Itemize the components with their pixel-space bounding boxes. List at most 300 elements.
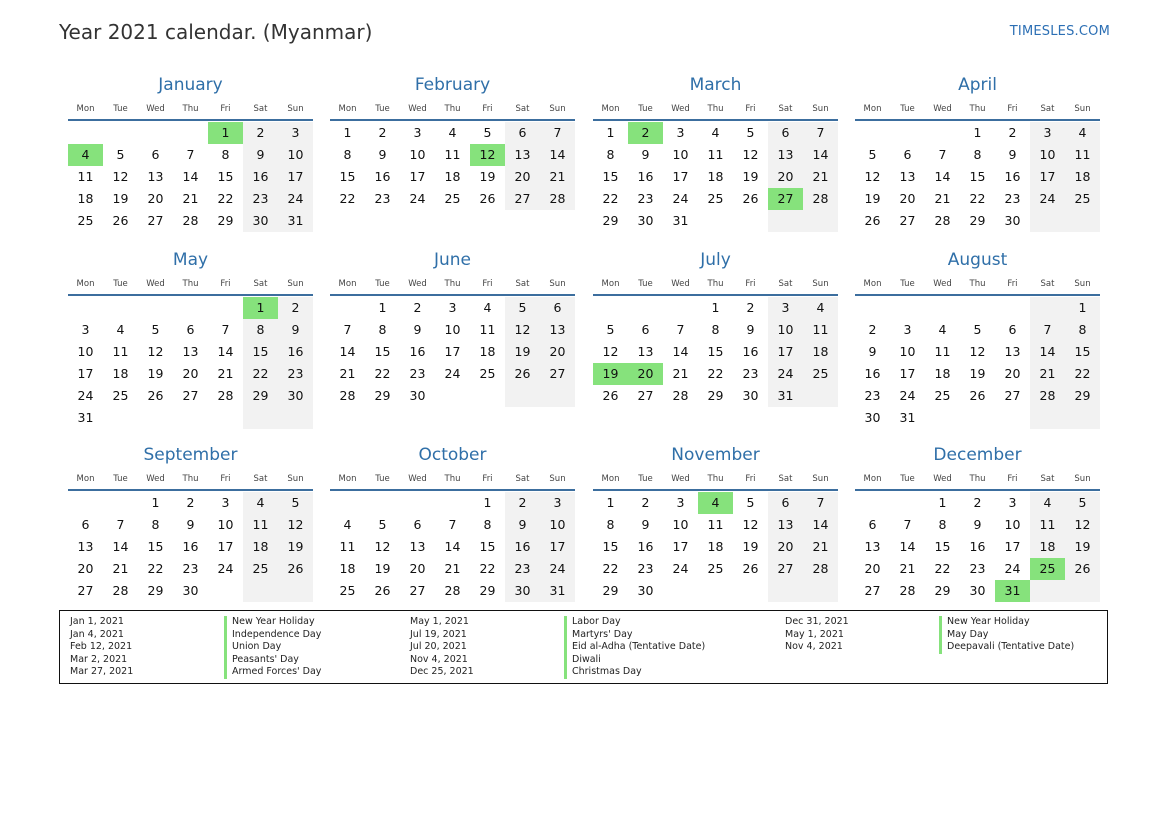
day-cell[interactable]: 11 xyxy=(934,344,951,359)
day-cell[interactable]: 23 xyxy=(278,363,313,385)
day-cell[interactable]: 26 xyxy=(1065,558,1100,580)
day-cell[interactable]: 7 xyxy=(186,147,195,162)
day-cell[interactable]: 15 xyxy=(147,539,164,554)
site-link[interactable]: TIMESLES.COM xyxy=(1009,24,1110,39)
day-cell[interactable]: 4 xyxy=(1065,122,1100,144)
day-cell[interactable]: 3 xyxy=(1030,122,1065,144)
day-cell[interactable]: 31 xyxy=(278,210,313,232)
day-cell[interactable]: 26 xyxy=(374,583,391,598)
day-cell[interactable]: 20 xyxy=(768,536,803,558)
day-cell[interactable]: 9 xyxy=(746,322,755,337)
day-cell[interactable]: 17 xyxy=(672,539,689,554)
day-cell[interactable]: 6 xyxy=(768,492,803,514)
day-cell[interactable]: 12 xyxy=(969,344,986,359)
day-cell[interactable]: 20 xyxy=(409,561,426,576)
day-cell[interactable]: 16 xyxy=(1004,169,1021,184)
day-cell[interactable]: 30 xyxy=(409,388,426,403)
day-cell[interactable]: 2 xyxy=(378,125,387,140)
day-cell[interactable]: 25 xyxy=(707,191,724,206)
day-cell[interactable]: 25 xyxy=(707,561,724,576)
day-cell[interactable]: 1 xyxy=(378,300,387,315)
day-cell[interactable]: 27 xyxy=(409,583,426,598)
day-cell[interactable]: 4 xyxy=(698,492,733,514)
day-cell[interactable]: 19 xyxy=(864,191,881,206)
day-cell[interactable]: 22 xyxy=(969,191,986,206)
day-cell[interactable]: 3 xyxy=(676,125,685,140)
day-cell[interactable]: 17 xyxy=(278,166,313,188)
day-cell[interactable]: 26 xyxy=(864,213,881,228)
day-cell[interactable]: 19 xyxy=(969,366,986,381)
day-cell[interactable]: 29 xyxy=(602,213,619,228)
day-cell[interactable]: 10 xyxy=(1030,144,1065,166)
day-cell[interactable]: 23 xyxy=(969,561,986,576)
day-cell[interactable]: 21 xyxy=(217,366,234,381)
day-cell[interactable]: 28 xyxy=(217,388,234,403)
day-cell[interactable]: 10 xyxy=(77,344,94,359)
day-cell[interactable]: 1 xyxy=(243,297,278,319)
day-cell[interactable]: 4 xyxy=(711,125,720,140)
day-cell[interactable]: 28 xyxy=(112,583,129,598)
day-cell[interactable]: 5 xyxy=(1065,492,1100,514)
day-cell[interactable]: 28 xyxy=(182,213,199,228)
day-cell[interactable]: 28 xyxy=(899,583,916,598)
day-cell[interactable]: 5 xyxy=(746,125,755,140)
day-cell[interactable]: 13 xyxy=(768,144,803,166)
day-cell[interactable]: 3 xyxy=(278,122,313,144)
day-cell[interactable]: 3 xyxy=(1008,495,1017,510)
day-cell[interactable]: 1 xyxy=(208,122,243,144)
day-cell[interactable]: 16 xyxy=(243,166,278,188)
day-cell[interactable]: 24 xyxy=(672,561,689,576)
day-cell[interactable]: 7 xyxy=(540,122,575,144)
day-cell[interactable]: 12 xyxy=(742,147,759,162)
day-cell[interactable]: 27 xyxy=(182,388,199,403)
day-cell[interactable]: 29 xyxy=(147,583,164,598)
day-cell[interactable]: 13 xyxy=(182,344,199,359)
day-cell[interactable]: 28 xyxy=(934,213,951,228)
day-cell[interactable]: 12 xyxy=(1065,514,1100,536)
day-cell[interactable]: 11 xyxy=(707,147,724,162)
day-cell[interactable]: 30 xyxy=(182,583,199,598)
day-cell[interactable]: 21 xyxy=(934,191,951,206)
day-cell[interactable]: 10 xyxy=(899,344,916,359)
day-cell[interactable]: 10 xyxy=(540,514,575,536)
day-cell[interactable]: 24 xyxy=(899,388,916,403)
day-cell[interactable]: 19 xyxy=(147,366,164,381)
day-cell[interactable]: 16 xyxy=(278,341,313,363)
day-cell[interactable]: 8 xyxy=(711,322,720,337)
day-cell[interactable]: 25 xyxy=(479,366,496,381)
day-cell[interactable]: 20 xyxy=(540,341,575,363)
day-cell[interactable]: 14 xyxy=(803,514,838,536)
day-cell[interactable]: 1 xyxy=(711,300,720,315)
day-cell[interactable]: 14 xyxy=(540,144,575,166)
day-cell[interactable]: 22 xyxy=(479,561,496,576)
day-cell[interactable]: 19 xyxy=(742,539,759,554)
day-cell[interactable]: 20 xyxy=(77,561,94,576)
day-cell[interactable]: 21 xyxy=(112,561,129,576)
day-cell[interactable]: 28 xyxy=(672,388,689,403)
day-cell[interactable]: 30 xyxy=(1004,213,1021,228)
day-cell[interactable]: 22 xyxy=(602,191,619,206)
day-cell[interactable]: 5 xyxy=(378,517,387,532)
day-cell[interactable]: 19 xyxy=(742,169,759,184)
day-cell[interactable]: 22 xyxy=(243,363,278,385)
day-cell[interactable]: 1 xyxy=(973,125,982,140)
day-cell[interactable]: 6 xyxy=(413,517,422,532)
day-cell[interactable]: 13 xyxy=(409,539,426,554)
day-cell[interactable]: 21 xyxy=(540,166,575,188)
day-cell[interactable]: 16 xyxy=(864,366,881,381)
day-cell[interactable]: 6 xyxy=(540,297,575,319)
day-cell[interactable]: 7 xyxy=(938,147,947,162)
day-cell[interactable]: 29 xyxy=(707,388,724,403)
day-cell[interactable]: 10 xyxy=(1004,517,1021,532)
day-cell[interactable]: 9 xyxy=(378,147,387,162)
day-cell[interactable]: 28 xyxy=(803,188,838,210)
day-cell[interactable]: 19 xyxy=(112,191,129,206)
day-cell[interactable]: 21 xyxy=(1030,363,1065,385)
day-cell[interactable]: 3 xyxy=(540,492,575,514)
day-cell[interactable]: 8 xyxy=(343,147,352,162)
day-cell[interactable]: 31 xyxy=(672,213,689,228)
day-cell[interactable]: 8 xyxy=(151,517,160,532)
day-cell[interactable]: 10 xyxy=(278,144,313,166)
day-cell[interactable]: 29 xyxy=(969,213,986,228)
day-cell[interactable]: 9 xyxy=(413,322,422,337)
day-cell[interactable]: 5 xyxy=(746,495,755,510)
day-cell[interactable]: 9 xyxy=(278,319,313,341)
day-cell[interactable]: 19 xyxy=(505,341,540,363)
day-cell[interactable]: 16 xyxy=(742,344,759,359)
day-cell[interactable]: 16 xyxy=(969,539,986,554)
day-cell[interactable]: 13 xyxy=(147,169,164,184)
day-cell[interactable]: 26 xyxy=(505,363,540,385)
day-cell[interactable]: 10 xyxy=(768,319,803,341)
day-cell[interactable]: 13 xyxy=(768,514,803,536)
day-cell[interactable]: 18 xyxy=(339,561,356,576)
day-cell[interactable]: 28 xyxy=(540,188,575,210)
day-cell[interactable]: 31 xyxy=(768,385,803,407)
day-cell[interactable]: 25 xyxy=(243,558,278,580)
day-cell[interactable]: 4 xyxy=(243,492,278,514)
day-cell[interactable]: 4 xyxy=(68,144,103,166)
day-cell[interactable]: 11 xyxy=(339,539,356,554)
day-cell[interactable]: 14 xyxy=(182,169,199,184)
day-cell[interactable]: 21 xyxy=(803,166,838,188)
day-cell[interactable]: 1 xyxy=(606,125,615,140)
day-cell[interactable]: 18 xyxy=(77,191,94,206)
day-cell[interactable]: 13 xyxy=(899,169,916,184)
day-cell[interactable]: 20 xyxy=(899,191,916,206)
day-cell[interactable]: 22 xyxy=(147,561,164,576)
day-cell[interactable]: 24 xyxy=(768,363,803,385)
day-cell[interactable]: 3 xyxy=(81,322,90,337)
day-cell[interactable]: 5 xyxy=(151,322,160,337)
day-cell[interactable]: 18 xyxy=(707,169,724,184)
day-cell[interactable]: 17 xyxy=(899,366,916,381)
day-cell[interactable]: 2 xyxy=(868,322,877,337)
day-cell[interactable]: 21 xyxy=(339,366,356,381)
day-cell[interactable]: 16 xyxy=(637,539,654,554)
day-cell[interactable]: 6 xyxy=(641,322,650,337)
day-cell[interactable]: 30 xyxy=(637,213,654,228)
day-cell[interactable]: 5 xyxy=(483,125,492,140)
day-cell[interactable]: 29 xyxy=(1065,385,1100,407)
day-cell[interactable]: 11 xyxy=(243,514,278,536)
day-cell[interactable]: 17 xyxy=(77,366,94,381)
day-cell[interactable]: 29 xyxy=(602,583,619,598)
day-cell[interactable]: 15 xyxy=(479,539,496,554)
day-cell[interactable]: 30 xyxy=(742,388,759,403)
day-cell[interactable]: 23 xyxy=(1004,191,1021,206)
day-cell[interactable]: 30 xyxy=(278,385,313,407)
day-cell[interactable]: 16 xyxy=(505,536,540,558)
day-cell[interactable]: 14 xyxy=(112,539,129,554)
day-cell[interactable]: 25 xyxy=(1065,188,1100,210)
day-cell[interactable]: 1 xyxy=(483,495,492,510)
day-cell[interactable]: 4 xyxy=(1030,492,1065,514)
day-cell[interactable]: 9 xyxy=(505,514,540,536)
day-cell[interactable]: 12 xyxy=(278,514,313,536)
day-cell[interactable]: 29 xyxy=(934,583,951,598)
day-cell[interactable]: 7 xyxy=(343,322,352,337)
day-cell[interactable]: 27 xyxy=(77,583,94,598)
day-cell[interactable]: 6 xyxy=(868,517,877,532)
day-cell[interactable]: 16 xyxy=(409,344,426,359)
day-cell[interactable]: 23 xyxy=(374,191,391,206)
day-cell[interactable]: 5 xyxy=(116,147,125,162)
day-cell[interactable]: 8 xyxy=(606,517,615,532)
day-cell[interactable]: 23 xyxy=(243,188,278,210)
day-cell[interactable]: 2 xyxy=(1008,125,1017,140)
day-cell[interactable]: 16 xyxy=(182,539,199,554)
day-cell[interactable]: 5 xyxy=(868,147,877,162)
day-cell[interactable]: 20 xyxy=(864,561,881,576)
day-cell[interactable]: 2 xyxy=(243,122,278,144)
day-cell[interactable]: 18 xyxy=(934,366,951,381)
day-cell[interactable]: 7 xyxy=(803,122,838,144)
day-cell[interactable]: 11 xyxy=(444,147,461,162)
day-cell[interactable]: 12 xyxy=(602,344,619,359)
day-cell[interactable]: 15 xyxy=(934,539,951,554)
day-cell[interactable]: 30 xyxy=(637,583,654,598)
day-cell[interactable]: 18 xyxy=(1065,166,1100,188)
day-cell[interactable]: 17 xyxy=(409,169,426,184)
day-cell[interactable]: 31 xyxy=(995,580,1030,602)
day-cell[interactable]: 21 xyxy=(182,191,199,206)
day-cell[interactable]: 2 xyxy=(278,297,313,319)
day-cell[interactable]: 2 xyxy=(746,300,755,315)
day-cell[interactable]: 5 xyxy=(973,322,982,337)
day-cell[interactable]: 7 xyxy=(1030,319,1065,341)
day-cell[interactable]: 4 xyxy=(483,300,492,315)
day-cell[interactable]: 7 xyxy=(676,322,685,337)
day-cell[interactable]: 8 xyxy=(606,147,615,162)
day-cell[interactable]: 23 xyxy=(637,191,654,206)
day-cell[interactable]: 17 xyxy=(217,539,234,554)
day-cell[interactable]: 12 xyxy=(742,517,759,532)
day-cell[interactable]: 27 xyxy=(768,188,803,210)
day-cell[interactable]: 24 xyxy=(672,191,689,206)
day-cell[interactable]: 27 xyxy=(768,558,803,580)
day-cell[interactable]: 9 xyxy=(641,517,650,532)
day-cell[interactable]: 26 xyxy=(479,191,496,206)
day-cell[interactable]: 27 xyxy=(540,363,575,385)
day-cell[interactable]: 18 xyxy=(707,539,724,554)
day-cell[interactable]: 18 xyxy=(479,344,496,359)
day-cell[interactable]: 15 xyxy=(243,341,278,363)
day-cell[interactable]: 3 xyxy=(413,125,422,140)
day-cell[interactable]: 9 xyxy=(186,517,195,532)
day-cell[interactable]: 19 xyxy=(479,169,496,184)
day-cell[interactable]: 12 xyxy=(147,344,164,359)
day-cell[interactable]: 22 xyxy=(217,191,234,206)
day-cell[interactable]: 13 xyxy=(637,344,654,359)
day-cell[interactable]: 14 xyxy=(1030,341,1065,363)
day-cell[interactable]: 17 xyxy=(1004,539,1021,554)
day-cell[interactable]: 12 xyxy=(112,169,129,184)
day-cell[interactable]: 6 xyxy=(151,147,160,162)
day-cell[interactable]: 4 xyxy=(938,322,947,337)
day-cell[interactable]: 18 xyxy=(444,169,461,184)
day-cell[interactable]: 12 xyxy=(864,169,881,184)
day-cell[interactable]: 5 xyxy=(606,322,615,337)
day-cell[interactable]: 24 xyxy=(540,558,575,580)
day-cell[interactable]: 14 xyxy=(899,539,916,554)
day-cell[interactable]: 9 xyxy=(243,144,278,166)
day-cell[interactable]: 20 xyxy=(1004,366,1021,381)
day-cell[interactable]: 18 xyxy=(243,536,278,558)
day-cell[interactable]: 17 xyxy=(672,169,689,184)
day-cell[interactable]: 16 xyxy=(637,169,654,184)
day-cell[interactable]: 1 xyxy=(606,495,615,510)
day-cell[interactable]: 26 xyxy=(969,388,986,403)
day-cell[interactable]: 14 xyxy=(934,169,951,184)
day-cell[interactable]: 1 xyxy=(938,495,947,510)
day-cell[interactable]: 3 xyxy=(676,495,685,510)
day-cell[interactable]: 17 xyxy=(1030,166,1065,188)
day-cell[interactable]: 3 xyxy=(221,495,230,510)
day-cell[interactable]: 13 xyxy=(505,144,540,166)
day-cell[interactable]: 14 xyxy=(217,344,234,359)
day-cell[interactable]: 6 xyxy=(505,122,540,144)
day-cell[interactable]: 20 xyxy=(182,366,199,381)
day-cell[interactable]: 4 xyxy=(803,297,838,319)
day-cell[interactable]: 5 xyxy=(505,297,540,319)
day-cell[interactable]: 8 xyxy=(483,517,492,532)
day-cell[interactable]: 23 xyxy=(864,388,881,403)
day-cell[interactable]: 18 xyxy=(1030,536,1065,558)
day-cell[interactable]: 15 xyxy=(602,539,619,554)
day-cell[interactable]: 26 xyxy=(602,388,619,403)
day-cell[interactable]: 1 xyxy=(1065,297,1100,319)
day-cell[interactable]: 28 xyxy=(444,583,461,598)
day-cell[interactable]: 11 xyxy=(1065,144,1100,166)
day-cell[interactable]: 23 xyxy=(182,561,199,576)
day-cell[interactable]: 21 xyxy=(899,561,916,576)
day-cell[interactable]: 4 xyxy=(448,125,457,140)
day-cell[interactable]: 27 xyxy=(147,213,164,228)
day-cell[interactable]: 11 xyxy=(77,169,94,184)
day-cell[interactable]: 21 xyxy=(803,536,838,558)
day-cell[interactable]: 8 xyxy=(973,147,982,162)
day-cell[interactable]: 24 xyxy=(217,561,234,576)
day-cell[interactable]: 22 xyxy=(934,561,951,576)
day-cell[interactable]: 20 xyxy=(505,166,540,188)
day-cell[interactable]: 23 xyxy=(505,558,540,580)
day-cell[interactable]: 29 xyxy=(243,385,278,407)
day-cell[interactable]: 8 xyxy=(938,517,947,532)
day-cell[interactable]: 11 xyxy=(803,319,838,341)
day-cell[interactable]: 19 xyxy=(278,536,313,558)
day-cell[interactable]: 5 xyxy=(278,492,313,514)
day-cell[interactable]: 11 xyxy=(707,517,724,532)
day-cell[interactable]: 7 xyxy=(221,322,230,337)
day-cell[interactable]: 26 xyxy=(742,561,759,576)
day-cell[interactable]: 20 xyxy=(768,166,803,188)
day-cell[interactable]: 22 xyxy=(707,366,724,381)
day-cell[interactable]: 30 xyxy=(243,210,278,232)
day-cell[interactable]: 11 xyxy=(479,322,496,337)
day-cell[interactable]: 15 xyxy=(374,344,391,359)
day-cell[interactable]: 30 xyxy=(505,580,540,602)
day-cell[interactable]: 6 xyxy=(903,147,912,162)
day-cell[interactable]: 18 xyxy=(112,366,129,381)
day-cell[interactable]: 21 xyxy=(672,366,689,381)
day-cell[interactable]: 17 xyxy=(540,536,575,558)
day-cell[interactable]: 25 xyxy=(934,388,951,403)
day-cell[interactable]: 15 xyxy=(1065,341,1100,363)
day-cell[interactable]: 6 xyxy=(1008,322,1017,337)
day-cell[interactable]: 18 xyxy=(803,341,838,363)
day-cell[interactable]: 1 xyxy=(151,495,160,510)
day-cell[interactable]: 13 xyxy=(540,319,575,341)
day-cell[interactable]: 25 xyxy=(77,213,94,228)
day-cell[interactable]: 1 xyxy=(343,125,352,140)
day-cell[interactable]: 10 xyxy=(672,517,689,532)
day-cell[interactable]: 15 xyxy=(217,169,234,184)
day-cell[interactable]: 12 xyxy=(374,539,391,554)
day-cell[interactable]: 14 xyxy=(672,344,689,359)
day-cell[interactable]: 27 xyxy=(864,583,881,598)
day-cell[interactable]: 7 xyxy=(116,517,125,532)
day-cell[interactable]: 22 xyxy=(602,561,619,576)
day-cell[interactable]: 9 xyxy=(1008,147,1017,162)
day-cell[interactable]: 26 xyxy=(147,388,164,403)
day-cell[interactable]: 28 xyxy=(1030,385,1065,407)
day-cell[interactable]: 24 xyxy=(1004,561,1021,576)
day-cell[interactable]: 3 xyxy=(903,322,912,337)
day-cell[interactable]: 24 xyxy=(444,366,461,381)
day-cell[interactable]: 19 xyxy=(1065,536,1100,558)
day-cell[interactable]: 27 xyxy=(505,188,540,210)
day-cell[interactable]: 19 xyxy=(374,561,391,576)
day-cell[interactable]: 2 xyxy=(641,495,650,510)
day-cell[interactable]: 9 xyxy=(641,147,650,162)
day-cell[interactable]: 13 xyxy=(1004,344,1021,359)
day-cell[interactable]: 30 xyxy=(864,410,881,425)
day-cell[interactable]: 9 xyxy=(868,344,877,359)
day-cell[interactable]: 23 xyxy=(742,366,759,381)
day-cell[interactable]: 7 xyxy=(903,517,912,532)
day-cell[interactable]: 13 xyxy=(77,539,94,554)
day-cell[interactable]: 25 xyxy=(1030,558,1065,580)
day-cell[interactable]: 12 xyxy=(470,144,505,166)
day-cell[interactable]: 2 xyxy=(505,492,540,514)
day-cell[interactable]: 23 xyxy=(409,366,426,381)
day-cell[interactable]: 25 xyxy=(112,388,129,403)
